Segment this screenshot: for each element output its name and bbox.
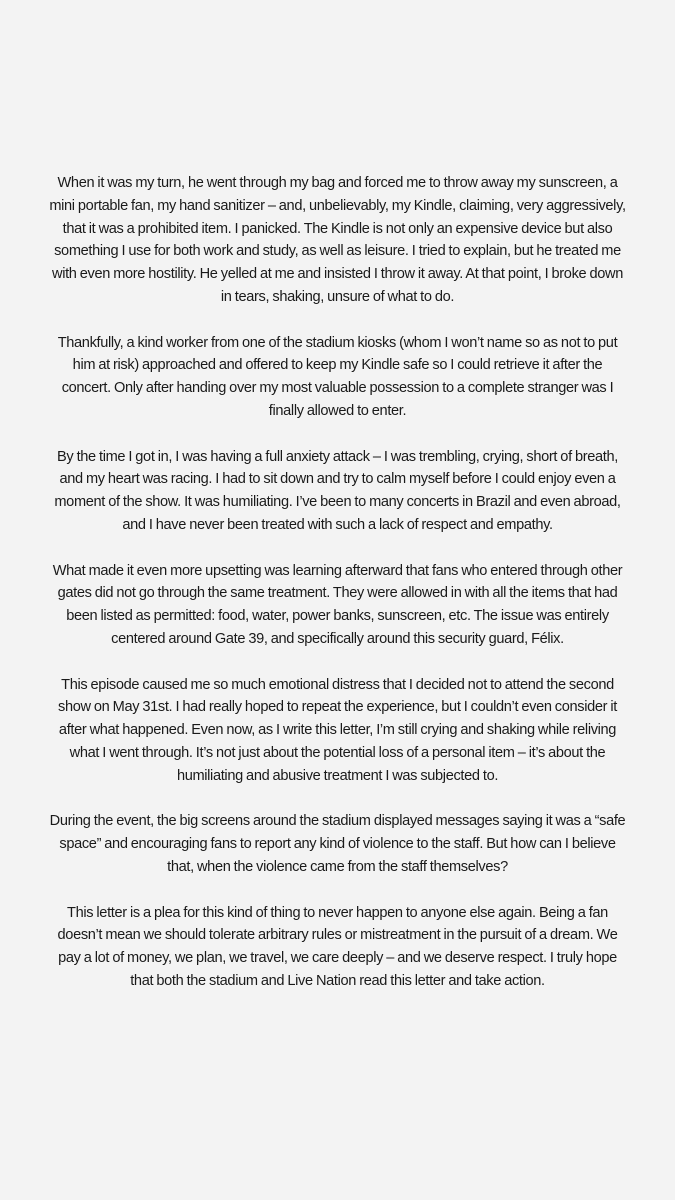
- letter-body: [48, 172, 627, 993]
- paragraph-3: By the time I got in, I was having a full anxiety attack – I was trembling, crying, short of breath, and my heart was racing. I had to sit down and try to calm myself before I could enjoy even a moment of the show. It was humiliating. I’ve been to many concerts in Brazil and even abroad, and I have never been treated with such a lack of respect and empathy.: [54, 448, 621, 533]
- paragraph-6: During the event, the big screens around the stadium displayed messages saying it was a “safe space” and encouraging fans to report any kind of violence to the staff. But how can I believe that, when the violence came from the staff themselves?: [49, 813, 626, 875]
- paragraph-2: Thankfully, a kind worker from one of the stadium kiosks (whom I won’t name so as not to put him at risk) approached and offered to keep my Kindle safe so I could retrieve it after the concert. Only after handing over my most valuable possession to a complete stranger was I finally allowed to enter.: [57, 334, 618, 419]
- paragraph-1: When it was my turn, he went through my bag and forced me to throw away my sunscreen, a mini portable fan, my hand sanitizer – and, unbelievably, my Kindle, claiming, very aggressively, that it was a prohibited item. I panicked. The Kindle is not only an expensive device but also something I use for both work and study, as well as leisure. I tried to explain, but he treated me with even more hostility. He yelled at me and insisted I throw it away. At that point, I broke down in tears, shaking, unsure of what to do.: [49, 175, 626, 305]
- paragraph-7: This letter is a plea for this kind of thing to never happen to anyone else again. Being a fan doesn’t mean we should tolerate arbitrary rules or mistreatment in the pursuit of a dream. We pay a lot of money, we plan, we travel, we care deeply – and we deserve respect. I truly hope that both the stadium and Live Nation read this letter and take action.: [57, 904, 618, 989]
- paragraph-5: This episode caused me so much emotional distress that I decided not to attend the second show on May 31st. I had really hoped to repeat the experience, but I couldn’t even consider it after what happened. Even now, as I write this letter, I’m still crying and shaking while reliving what I went through. It’s not just about the potential loss of a personal item – it’s about the humiliating and abusive treatment I was subjected to.: [58, 676, 617, 784]
- paragraph-4: What made it even more upsetting was learning afterward that fans who entered through other gates did not go through the same treatment. They were allowed in with all the items that had been listed as permitted: food, water, power banks, sunscreen, etc. The issue was entirely centered around Gate 39, and specifically around this security guard, Félix.: [52, 562, 623, 647]
